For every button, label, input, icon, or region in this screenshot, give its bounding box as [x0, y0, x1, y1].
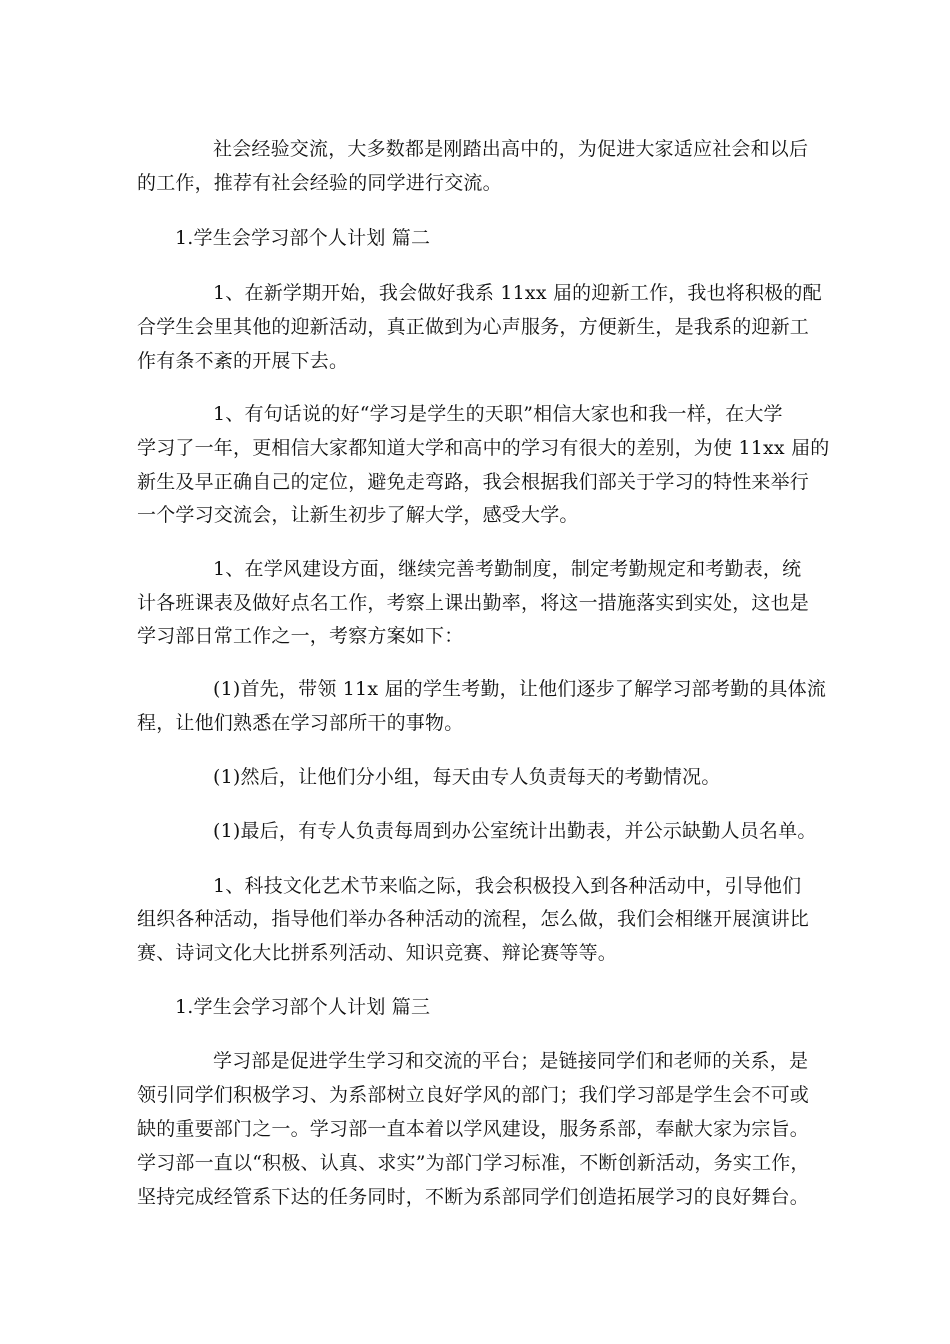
text-line: 计各班课表及做好点名工作，考察上课出勤率，将这一措施落实到实处，这也是	[137, 592, 810, 614]
text-line: 组织各种活动，指导他们举办各种活动的流程，怎么做，我们会相继开展演讲比	[137, 908, 810, 930]
text-line: 学习部是促进学生学习和交流的平台；是链接同学们和老师的关系，是	[213, 1050, 809, 1072]
text-line: 1、科技文化艺术节来临之际，我会积极投入到各种活动中，引导他们	[213, 875, 802, 897]
text-line: 作有条不紊的开展下去。	[137, 350, 349, 372]
text-line: 的工作，推荐有社会经验的同学进行交流。	[137, 172, 502, 194]
text-line: 程，让他们熟悉在学习部所干的事物。	[137, 712, 464, 734]
text-line: 领引同学们积极学习、为系部树立良好学风的部门；我们学习部是学生会不可或	[137, 1084, 810, 1106]
section-heading: 1.学生会学习部个人计划 篇三	[175, 996, 431, 1018]
text-line: 社会经验交流，大多数都是刚踏出高中的，为促进大家适应社会和以后	[213, 138, 809, 160]
text-line: 缺的重要部门之一。学习部一直本着以学风建设，服务系部，奉献大家为宗旨。	[137, 1118, 810, 1140]
text-line: (1)首先，带领 11x 届的学生考勤，让他们逐步了解学习部考勤的具体流	[213, 678, 827, 700]
text-line: (1)最后，有专人负责每周到办公室统计出勤表，并公示缺勤人员名单。	[213, 820, 817, 842]
text-line: 1、在学风建设方面，继续完善考勤制度，制定考勤规定和考勤表，统	[213, 558, 802, 580]
text-line: 一个学习交流会，让新生初步了解大学，感受大学。	[137, 504, 579, 526]
text-line: 合学生会里其他的迎新活动，真正做到为心声服务，方便新生，是我系的迎新工	[137, 316, 810, 338]
text-line: 学习部一直以“积极、认真、求实”为部门学习标准，不断创新活动，务实工作，	[137, 1152, 810, 1174]
text-line: 学习部日常工作之一，考察方案如下：	[137, 625, 464, 647]
text-line: 学习了一年，更相信大家都知道大学和高中的学习有很大的差别，为使 11xx 届的	[137, 437, 830, 459]
text-line: 坚持完成经管系下达的任务同时，不断为系部同学们创造拓展学习的良好舞台。	[137, 1186, 810, 1208]
text-line: 赛、诗词文化大比拼系列活动、知识竞赛、辩论赛等等。	[137, 942, 618, 964]
text-line: (1)然后，让他们分小组，每天由专人负责每天的考勤情况。	[213, 766, 721, 788]
text-line: 1、有句话说的好“学习是学生的天职”相信大家也和我一样，在大学	[213, 403, 783, 425]
section-heading: 1.学生会学习部个人计划 篇二	[175, 227, 431, 249]
text-line: 新生及早正确自己的定位，避免走弯路，我会根据我们部关于学习的特性来举行	[137, 471, 810, 493]
text-line: 1、在新学期开始，我会做好我系 11xx 届的迎新工作，我也将积极的配	[213, 282, 822, 304]
